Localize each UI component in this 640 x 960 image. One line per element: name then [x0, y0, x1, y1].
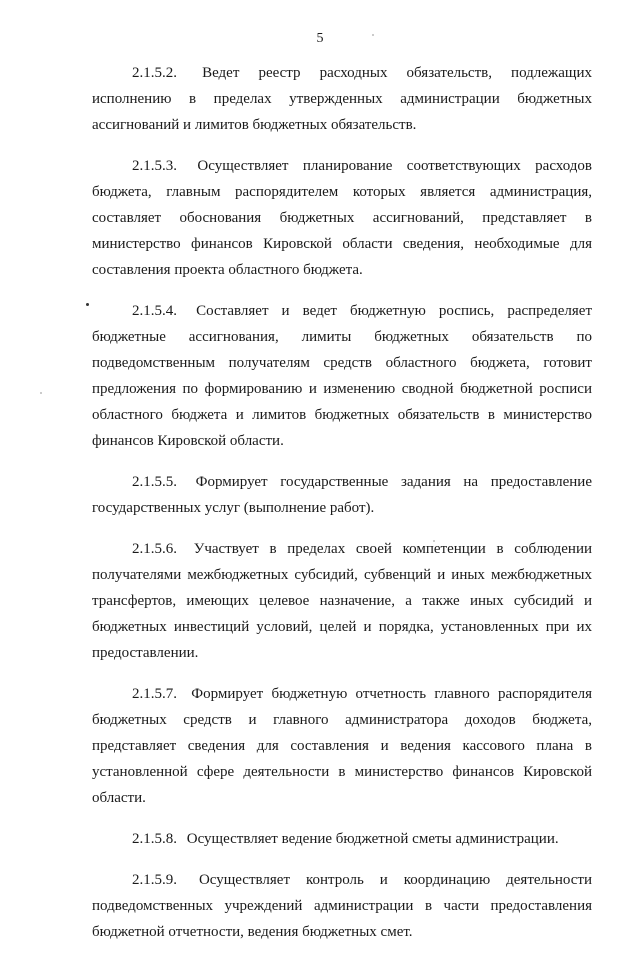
scan-mark: [86, 303, 89, 306]
paragraph: [92, 60, 592, 138]
paragraph: [92, 867, 592, 945]
paragraph-text: Осуществляет планирование соответствующих расходов бюджета, главным распорядителем которых является администрация, составляет обоснования бюджетных ассигнований, представляет в министерство финансов Кировской области сведения, необходимые для составления проекта областного бюджета.: [92, 158, 593, 278]
paragraph-number: 2.1.5.5.: [132, 474, 177, 490]
paragraph-number: 2.1.5.3.: [132, 158, 177, 174]
paragraph-number: 2.1.5.6.: [132, 541, 177, 557]
paragraph: [92, 469, 592, 521]
paragraph-text: Формирует бюджетную отчетность главного распорядителя бюджетных средств и главного администратора доходов бюджета, представляет сведения для составления и ведения кассового плана в установленной сфере деятельности в министерство финансов Кировской области.: [92, 686, 592, 806]
paragraph-text: Осуществляет ведение бюджетной сметы администрации.: [186, 831, 559, 847]
paragraph-number: 2.1.5.9.: [132, 872, 177, 888]
paragraph-number: 2.1.5.7.: [132, 686, 177, 702]
paragraph: [92, 826, 592, 852]
scan-speck: [40, 392, 42, 394]
paragraph-text: Осуществляет контроль и координацию деятельности подведомственных учреждений администрации в части предоставления бюджетной отчетности, ведения бюджетных смет.: [92, 872, 592, 940]
paragraph: [92, 153, 592, 283]
paragraph-number: 2.1.5.4.: [132, 303, 177, 319]
paragraph-text: Составляет и ведет бюджетную роспись, распределяет бюджетные ассигнования, лимиты бюджетных обязательств по подведомственным получателям средств областного бюджета, готовит предложения по формированию и изменению сводной бюджетной росписи областного бюджета и лимитов бюджетных обязательств в министерство финансов Кировской области.: [92, 303, 593, 449]
paragraph-number: 2.1.5.8.: [132, 831, 177, 847]
paragraph-number: 2.1.5.2.: [132, 65, 177, 81]
paragraph-text: Ведет реестр расходных обязательств, подлежащих исполнению в пределах утвержденных администрации бюджетных ассигнований и лимитов бюджетных обязательств.: [92, 65, 593, 133]
page-number: 5: [316, 31, 324, 46]
scan-speck: [372, 34, 374, 36]
paragraph-text: Формирует государственные задания на предоставление государственных услуг (выполнение работ).: [92, 474, 592, 516]
document-body: [92, 60, 592, 960]
paragraph: [92, 536, 592, 666]
paragraph: [92, 298, 592, 454]
paragraph: [92, 681, 592, 811]
paragraph-text: Участвует в пределах своей компетенции в соблюдении получателями межбюджетных субсидий, субвенций и иных межбюджетных трансфертов, имеющих целевое назначение, а также иных субсидий и бюджетных инвестиций условий, целей и порядка, установленных при их предоставлении.: [92, 541, 593, 661]
